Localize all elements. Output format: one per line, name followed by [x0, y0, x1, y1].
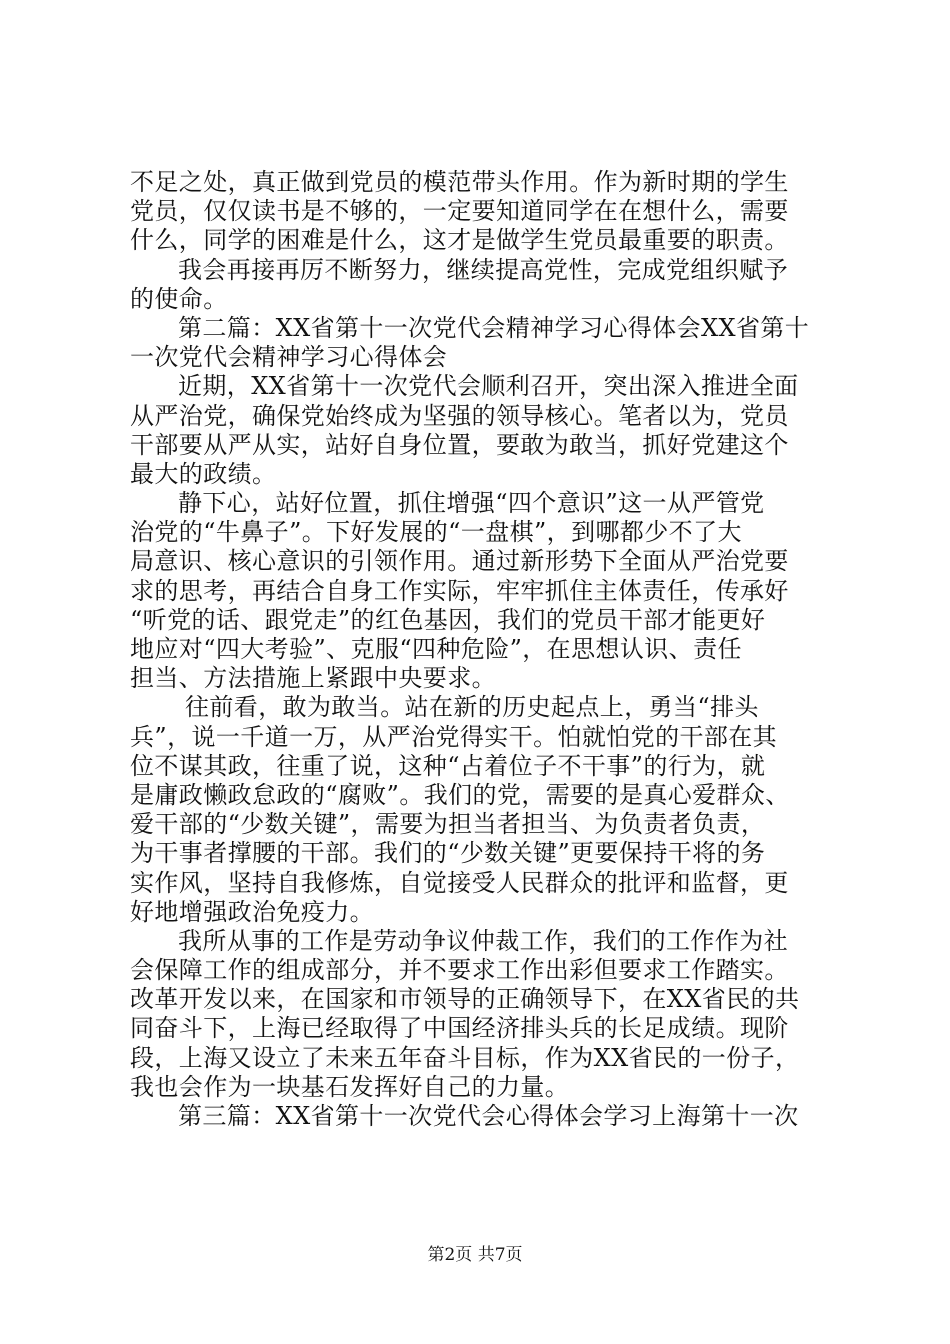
text-line: 干部要从严从实，站好自身位置，要敢为敢当，抓好党建这个 [130, 430, 789, 459]
text-line: 地应对“四大考验”、克服“四种危险”，在思想认识、责任 [130, 635, 742, 663]
text-line: 党员，仅仅读书是不够的，一定要知道同学在在想什么，需要 [130, 197, 789, 226]
text-line: 是庸政懒政怠政的“腐败”。我们的党，需要的是真心爱群众、 [130, 780, 790, 809]
section-heading-line: 第二篇：XX省第十一次党代会精神学习心得体会XX省第十 [178, 313, 810, 342]
text-line: 求的思考，再结合自身工作实际，牢牢抓住主体责任，传承好 [130, 576, 789, 605]
document-body [130, 168, 830, 1131]
text-line: 治党的“牛鼻子”。下好发展的“一盘棋”，到哪都少不了大 [130, 518, 742, 547]
paragraph-start-line: 静下心，站好位置，抓住增强“四个意识”这一从严管党 [178, 489, 765, 518]
section-heading-line: 第三篇：XX省第十一次党代会心得体会学习上海第十一次 [178, 1102, 799, 1130]
text-line: 爱干部的“少数关键”，需要为担当者担当、为负责者负责， [130, 810, 766, 839]
text-line: 段，上海又设立了未来五年奋斗目标，作为XX省民的一份子， [130, 1043, 800, 1072]
text-line: 不足之处，真正做到党员的模范带头作用。作为新时期的学生 [130, 168, 789, 196]
text-line: 我也会作为一块基石发挥好自己的力量。 [130, 1072, 570, 1101]
paragraph-start-line: 我所从事的工作是劳动争议仲裁工作，我们的工作作为社 [178, 926, 788, 955]
text-line: 会保障工作的组成部分，并不要求工作出彩但要求工作踏实。 [130, 956, 789, 985]
text-line: 最大的政绩。 [130, 459, 277, 488]
text-line: 兵”，说一千道一万，从严治党得实干。怕就怕党的干部在其 [130, 722, 778, 751]
text-line: 好地增强政治免疫力。 [130, 897, 374, 926]
text-line: 什么，同学的困难是什么，这才是做学生党员最重要的职责。 [130, 226, 789, 255]
text-line: 局意识、核心意识的引领作用。通过新形势下全面从严治党要 [130, 547, 789, 576]
paragraph-start-line: 往前看，敢为敢当。站在新的历史起点上，勇当“排头 [185, 693, 759, 722]
text-line: 的使命。 [130, 284, 228, 313]
section-heading-line: 一次党代会精神学习心得体会 [130, 343, 448, 372]
text-line: 同奋斗下，上海已经取得了中国经济排头兵的长足成绩。现阶 [130, 1014, 789, 1043]
page-footer [0, 1244, 950, 1266]
text-line: 位不谋其政，往重了说，这种“占着位子不干事”的行为，就 [130, 751, 766, 780]
page-number: 第2页 共7页 [427, 1245, 523, 1265]
text-line: 改革开发以来，在国家和市领导的正确领导下，在XX省民的共 [130, 985, 800, 1014]
text-line: 实作风，坚持自我修炼，自觉接受人民群众的批评和监督，更 [130, 868, 789, 897]
text-line: 为干事者撑腰的干部。我们的“少数关键”更要保持干将的务 [130, 839, 766, 868]
text-line: “听党的话、跟党走”的红色基因，我们的党员干部才能更好 [130, 605, 766, 634]
paragraph-start-line: 近期，XX省第十一次党代会顺利召开，突出深入推进全面 [178, 372, 799, 401]
text-line: 担当、方法措施上紧跟中央要求。 [130, 664, 496, 693]
text-line: 从严治党，确保党始终成为坚强的领导核心。笔者以为，党员 [130, 401, 789, 430]
paragraph-start-line: 我会再接再厉不断努力，继续提高党性，完成党组织赋予 [178, 255, 788, 284]
